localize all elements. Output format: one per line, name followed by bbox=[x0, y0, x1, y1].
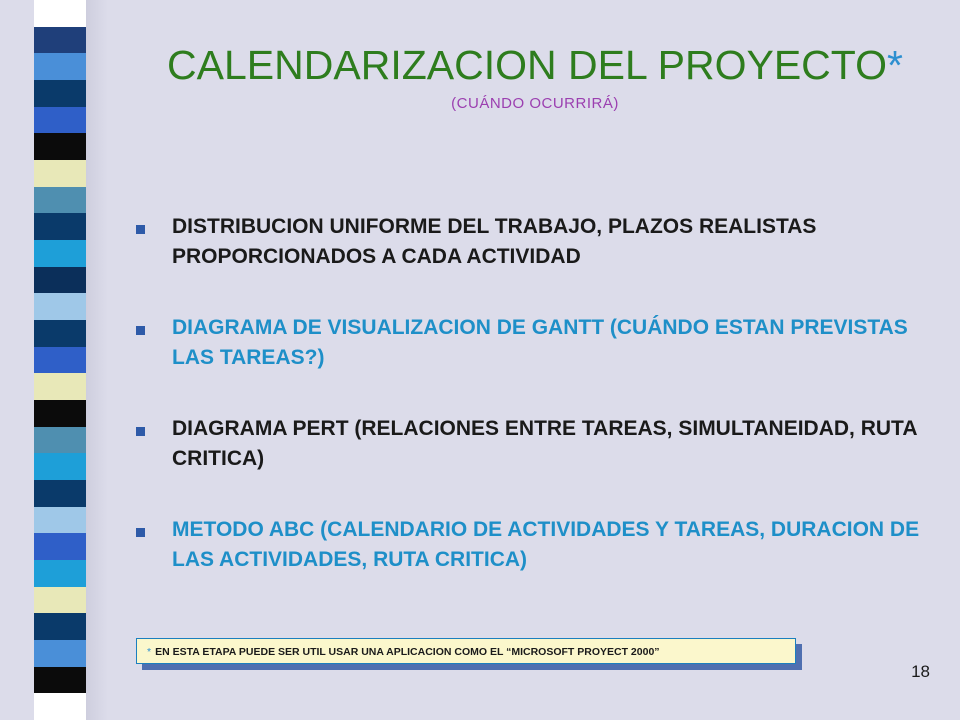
slide-title bbox=[110, 42, 960, 89]
stripe-segment bbox=[34, 160, 86, 187]
stripe-segment bbox=[34, 427, 86, 454]
stripe-segment bbox=[34, 453, 86, 480]
bullet-item bbox=[130, 313, 930, 373]
stripe-segment bbox=[34, 560, 86, 587]
bullet-text: METODO ABC (CALENDARIO DE ACTIVIDADES Y TAREAS, DURACION DE LAS ACTIVIDADES, RUTA CRITICA) bbox=[172, 518, 920, 571]
stripe-segment bbox=[34, 107, 86, 134]
stripe-segment bbox=[34, 373, 86, 400]
footnote-star: * bbox=[147, 646, 152, 658]
stripe-segment bbox=[34, 187, 86, 214]
page-number: 18 bbox=[911, 662, 930, 681]
stripe-segment bbox=[34, 400, 86, 427]
stripe-segment bbox=[34, 240, 86, 267]
stripe-segment bbox=[34, 640, 86, 667]
bullet-text: DIAGRAMA PERT (RELACIONES ENTRE TAREAS, SIMULTANEIDAD, RUTA CRITICA) bbox=[172, 417, 917, 470]
square-bullet-icon bbox=[136, 427, 145, 436]
square-bullet-icon bbox=[136, 326, 145, 335]
stripe-segment bbox=[34, 320, 86, 347]
slide-subtitle: (CUÁNDO OCURRIRÁ) bbox=[451, 95, 619, 112]
stripe-segment bbox=[34, 667, 86, 694]
stripe-segment bbox=[34, 27, 86, 54]
footnote-box bbox=[136, 638, 796, 664]
stripe-segment bbox=[34, 133, 86, 160]
stripe-segment bbox=[34, 613, 86, 640]
decorative-stripe-bar bbox=[34, 0, 86, 720]
stripe-segment bbox=[34, 507, 86, 534]
title-asterisk: * bbox=[886, 42, 903, 88]
bullet-item bbox=[130, 212, 930, 272]
bullet-text: DIAGRAMA DE VISUALIZACION DE GANTT (CUÁNDO ESTAN PREVISTAS LAS TAREAS?) bbox=[172, 316, 908, 369]
stripe-segment bbox=[34, 533, 86, 560]
slide-title-text: CALENDARIZACION DEL PROYECTO bbox=[167, 42, 887, 88]
stripe-segment bbox=[34, 480, 86, 507]
bullet-text: DISTRIBUCION UNIFORME DEL TRABAJO, PLAZOS REALISTAS PROPORCIONADOS A CADA ACTIVIDAD bbox=[172, 215, 817, 268]
square-bullet-icon bbox=[136, 528, 145, 537]
stripe-segment bbox=[34, 213, 86, 240]
stripe-segment bbox=[34, 293, 86, 320]
stripe-segment bbox=[34, 80, 86, 107]
stripe-segment bbox=[34, 53, 86, 80]
footnote-text: EN ESTA ETAPA PUEDE SER UTIL USAR UNA APLICACION COMO EL “MICROSOFT PROYECT 2000” bbox=[155, 646, 660, 658]
stripe-shadow bbox=[86, 0, 108, 720]
stripe-segment bbox=[34, 587, 86, 614]
stripe-segment bbox=[34, 0, 86, 27]
title-block bbox=[110, 42, 960, 112]
stripe-segment bbox=[34, 693, 86, 720]
bullet-item bbox=[130, 515, 930, 575]
square-bullet-icon bbox=[136, 225, 145, 234]
stripe-segment bbox=[34, 347, 86, 374]
bullet-list bbox=[130, 212, 930, 616]
stripe-segment bbox=[34, 267, 86, 294]
bullet-item bbox=[130, 414, 930, 474]
